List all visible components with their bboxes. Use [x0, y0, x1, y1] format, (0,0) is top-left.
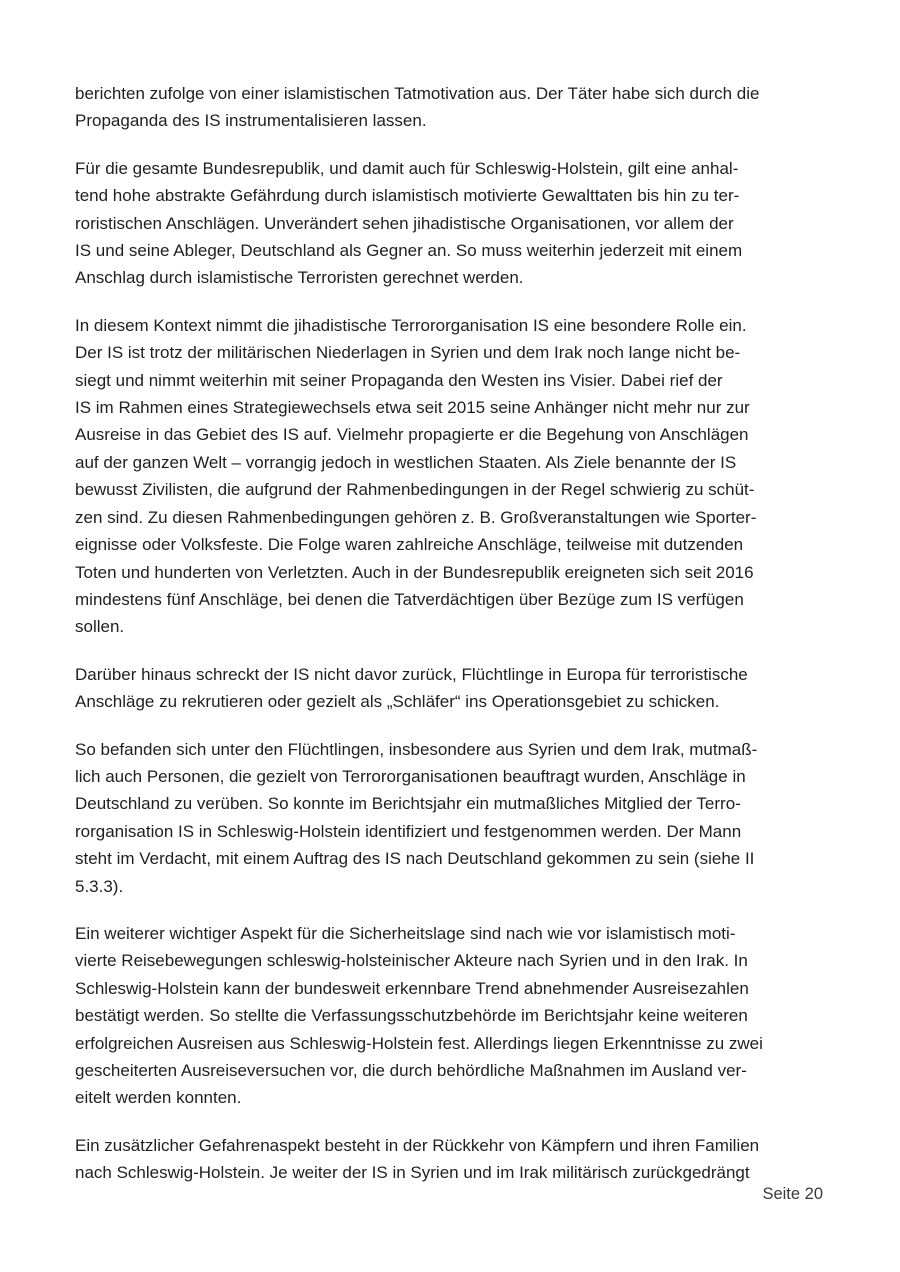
paragraph-1 — [75, 80, 825, 135]
text-line: Ein zusätzlicher Gefahrenaspekt besteht in der Rückkehr von Kämpfern und ihren Familien — [75, 1135, 760, 1155]
paragraph-2 — [75, 155, 825, 292]
text-line: nach Schleswig-Holstein. Je weiter der IS in Syrien und im Irak militärisch zurückgedrängt — [75, 1163, 750, 1183]
text-line: rorganisation IS in Schleswig-Holstein identifiziert und festgenommen werden. Der Mann — [75, 821, 742, 841]
text-line: lich auch Personen, die gezielt von Terrororganisationen beauftragt wurden, Anschläge in — [75, 766, 746, 786]
text-line: IS im Rahmen eines Strategiewechsels etwa seit 2015 seine Anhänger nicht mehr nur zur — [75, 398, 750, 418]
text-line: tend hohe abstrakte Gefährdung durch islamistisch motivierte Gewalttaten bis hin zu ter- — [75, 186, 740, 206]
text-line: siegt und nimmt weiterhin mit seiner Propaganda den Westen ins Visier. Dabei rief der — [75, 370, 723, 390]
text-line: Toten und hunderten von Verletzten. Auch in der Bundesrepublik ereigneten sich seit 2016 — [75, 562, 754, 582]
paragraph-4 — [75, 661, 825, 716]
text-line: roristischen Anschlägen. Unverändert sehen jihadistische Organisationen, vor allem der — [75, 213, 734, 233]
text-line: eignisse oder Volksfeste. Die Folge waren zahlreiche Anschläge, teilweise mit dutzenden — [75, 535, 744, 555]
text-line: auf der ganzen Welt – vorrangig jedoch in westlichen Staaten. Als Ziele benannte der IS — [75, 452, 737, 472]
text-line: bewusst Zivilisten, die aufgrund der Rahmenbedingungen in der Regel schwierig zu schüt- — [75, 480, 755, 500]
text-line: erfolgreichen Ausreisen aus Schleswig-Holstein fest. Allerdings liegen Erkenntnisse zu zwei — [75, 1033, 763, 1053]
text-line: 5.3.3). — [75, 876, 124, 896]
text-line: Ein weiterer wichtiger Aspekt für die Sicherheitslage sind nach wie vor islamistisch moti- — [75, 923, 736, 943]
text-line: Der IS ist trotz der militärischen Niederlagen in Syrien und dem Irak noch lange nicht be- — [75, 343, 741, 363]
text-line: eitelt werden konnten. — [75, 1088, 242, 1108]
paragraph-5 — [75, 736, 825, 900]
text-line: Darüber hinaus schreckt der IS nicht davor zurück, Flüchtlinge in Europa für terroristische — [75, 664, 748, 684]
text-line: So befanden sich unter den Flüchtlingen, insbesondere aus Syrien und dem Irak, mutmaß- — [75, 739, 758, 759]
text-line: In diesem Kontext nimmt die jihadistische Terrororganisation IS eine besondere Rolle ein. — [75, 315, 747, 335]
paragraph-6 — [75, 920, 825, 1112]
paragraph-7 — [75, 1132, 825, 1187]
text-line: mindestens fünf Anschläge, bei denen die Tatverdächtigen über Bezüge zum IS verfügen — [75, 589, 744, 609]
text-line: steht im Verdacht, mit einem Auftrag des IS nach Deutschland gekommen zu sein (siehe II — [75, 849, 755, 869]
text-line: Für die gesamte Bundesrepublik, und damit auch für Schleswig-Holstein, gilt eine anhal- — [75, 158, 739, 178]
text-line: Schleswig-Holstein kann der bundesweit erkennbare Trend abnehmender Ausreisezahlen — [75, 978, 749, 998]
text-line: zen sind. Zu diesen Rahmenbedingungen gehören z. B. Großveranstaltungen wie Sporter- — [75, 507, 757, 527]
document-body — [75, 80, 825, 1207]
text-line: Deutschland zu verüben. So konnte im Berichtsjahr ein mutmaßliches Mitglied der Terro- — [75, 794, 741, 814]
text-line: Anschläge zu rekrutieren oder gezielt als „Schläfer“ ins Operationsgebiet zu schicken. — [75, 692, 720, 712]
page-number: Seite 20 — [762, 1185, 823, 1203]
text-line: bestätigt werden. So stellte die Verfassungsschutzbehörde im Berichtsjahr keine weiteren — [75, 1006, 748, 1026]
text-line: Propaganda des IS instrumentalisieren lassen. — [75, 111, 427, 131]
text-line: IS und seine Ableger, Deutschland als Gegner an. So muss weiterhin jederzeit mit einem — [75, 241, 743, 261]
text-line: sollen. — [75, 617, 125, 637]
text-line: berichten zufolge von einer islamistischen Tatmotivation aus. Der Täter habe sich durch die — [75, 84, 760, 103]
text-line: vierte Reisebewegungen schleswig-holsteinischer Akteure nach Syrien und in den Irak. In — [75, 951, 748, 971]
text-line: gescheiterten Ausreiseversuchen vor, die durch behördliche Maßnahmen im Ausland ver- — [75, 1061, 747, 1080]
text-line: Anschlag durch islamistische Terroristen gerechnet werden. — [75, 268, 524, 288]
text-line: Ausreise in das Gebiet des IS auf. Vielmehr propagierte er die Begehung von Anschlägen — [75, 425, 749, 445]
paragraph-3 — [75, 312, 825, 641]
